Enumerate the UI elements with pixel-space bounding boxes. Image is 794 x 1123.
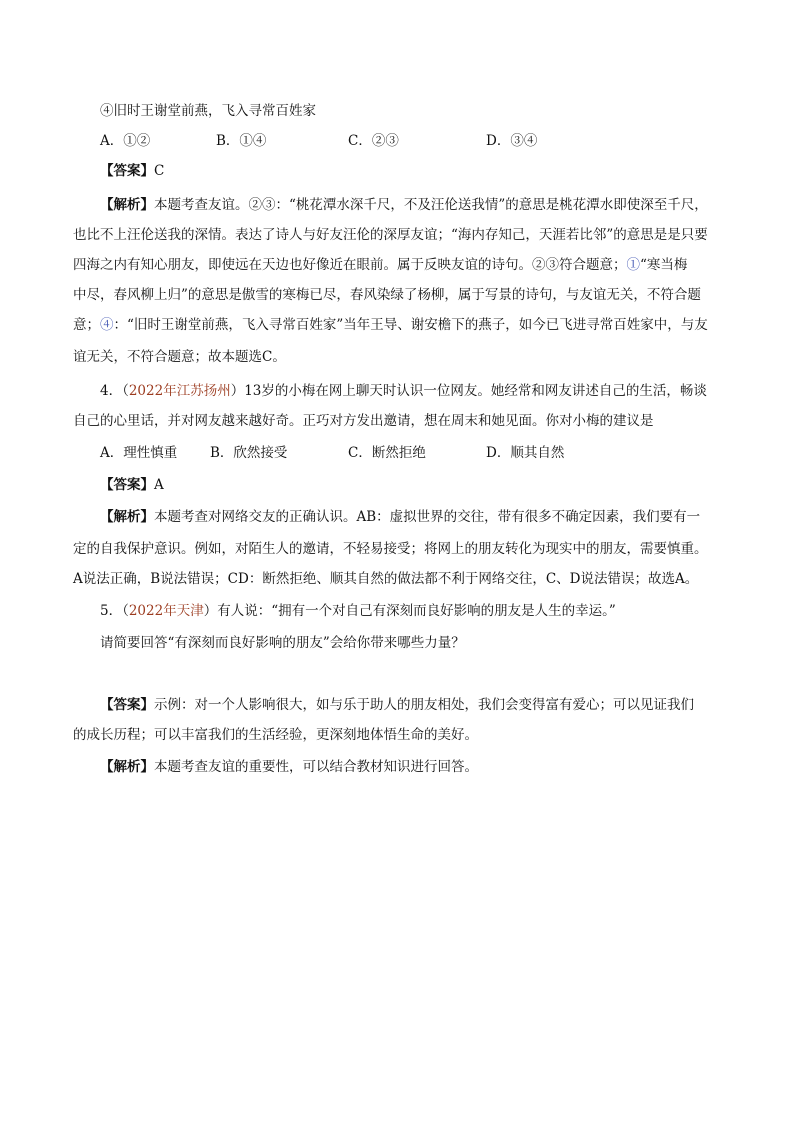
- q4-stem-line-2: 自己的心里话，并对网友越来越好奇。正巧对方发出邀请，想在周末和她见面。你对小梅的建议是: [73, 413, 654, 429]
- q5-answer-line-1: [0, 695, 794, 715]
- q3-analysis-line-1: [0, 195, 794, 215]
- ref-circled-4: ④: [100, 317, 114, 333]
- analysis-tag: 【解析】: [100, 759, 154, 775]
- q3-analysis-line-4: 中尽，春风柳上归”的意思是傲雪的寒梅已尽，春风染绿了杨柳，属于写景的诗句，与友谊无关，不符合题: [73, 287, 701, 303]
- q3-choice-b: B．①④: [216, 133, 267, 149]
- answer-tag: 【答案】: [100, 477, 154, 493]
- question-source: 2022年江苏扬州: [128, 383, 231, 399]
- q4-analysis-line-1: [0, 507, 794, 527]
- analysis-text: ：“旧时王谢堂前燕，飞入寻常百姓家”当年王导、谢安檐下的燕子，如今已飞进寻常百姓家中，与友: [113, 317, 708, 333]
- q4-choice-c: C．断然拒绝: [348, 445, 426, 461]
- q4-analysis-line-2: 定的自我保护意识。例如，对陌生人的邀请，不轻易接受；将网上的朋友转化为现实中的朋友，需要慎重。: [73, 541, 708, 557]
- answer-value: C: [154, 163, 165, 179]
- analysis-text: 本题考查对网络交友的正确认识。AB：虚拟世界的交往，带有很多不确定因素，我们要有一: [154, 509, 701, 525]
- q3-analysis-line-2: 也比不上汪伦送我的深情。表达了诗人与好友汪伦的深厚友谊；“海内存知己，天涯若比邻”的意思是是只要: [73, 227, 708, 243]
- q3-analysis-line-3: [0, 255, 794, 275]
- q4-choices: [0, 443, 794, 463]
- q5-stem-line-1: [0, 601, 794, 621]
- question-source: 2022年天津: [128, 603, 204, 619]
- q4-analysis-line-3: A说法正确，B说法错误；CD：断然拒绝、顺其自然的做法都不利于网络交往，C、D说法错误；故选A。: [73, 571, 699, 587]
- question-text: ）有人说：“拥有一个对自己有深刻而良好影响的朋友是人生的幸运。”: [203, 603, 616, 619]
- analysis-tag: 【解析】: [100, 509, 154, 525]
- q3-choices: [0, 131, 794, 151]
- analysis-tag: 【解析】: [100, 197, 154, 213]
- ref-circled-1: ①: [626, 257, 640, 273]
- q3-answer: [0, 161, 794, 181]
- q3-choice-a: A．①②: [100, 133, 151, 149]
- analysis-text: 本题考查友谊。②③：“桃花潭水深千尺，不及汪伦送我情”的意思是桃花潭水即使深至千尺，: [154, 197, 708, 213]
- q5-answer-line-2: 的成长历程；可以丰富我们的生活经验，更深刻地体悟生命的美好。: [73, 727, 478, 743]
- question-number: 4．（: [100, 383, 129, 399]
- q4-choice-a: A．理性慎重: [100, 445, 178, 461]
- q5-stem-line-2: 请简要回答“有深刻而良好影响的朋友”会给你带来哪些力量？: [100, 635, 465, 651]
- q3-analysis-line-5: [0, 315, 794, 335]
- q3-analysis-line-6: 谊无关，不符合题意；故本题选C。: [73, 349, 286, 365]
- q5-analysis: [0, 757, 794, 777]
- question-number: 5．（: [100, 603, 129, 619]
- q3-choice-d: D．③④: [486, 133, 538, 149]
- q4-choice-d: D．顺其自然: [486, 445, 565, 461]
- answer-tag: 【答案】: [100, 163, 154, 179]
- analysis-text: 意；: [73, 317, 100, 333]
- answer-tag: 【答案】: [100, 697, 154, 713]
- analysis-text: “寒当梅: [640, 257, 688, 273]
- q4-stem-line-1: [0, 381, 794, 401]
- analysis-text: 四海之内有知心朋友，即使远在天边也好像近在眼前。属于反映友谊的诗句。②③符合题意；: [73, 257, 627, 273]
- answer-value: A: [154, 477, 164, 493]
- answer-text: 示例：对一个人影响很大，如与乐于助人的朋友相处，我们会变得富有爱心；可以见证我们: [154, 697, 694, 713]
- question-text: ）13岁的小梅在网上聊天时认识一位网友。她经常和网友讲述自己的生活，畅谈: [230, 383, 707, 399]
- q3-choice-c: C．②③: [348, 133, 399, 149]
- q4-answer: [0, 475, 794, 495]
- q4-choice-b: B．欣然接受: [210, 445, 288, 461]
- q3-option-4: ④旧时王谢堂前燕，飞入寻常百姓家: [100, 103, 316, 119]
- analysis-text: 本题考查友谊的重要性，可以结合教材知识进行回答。: [154, 759, 478, 775]
